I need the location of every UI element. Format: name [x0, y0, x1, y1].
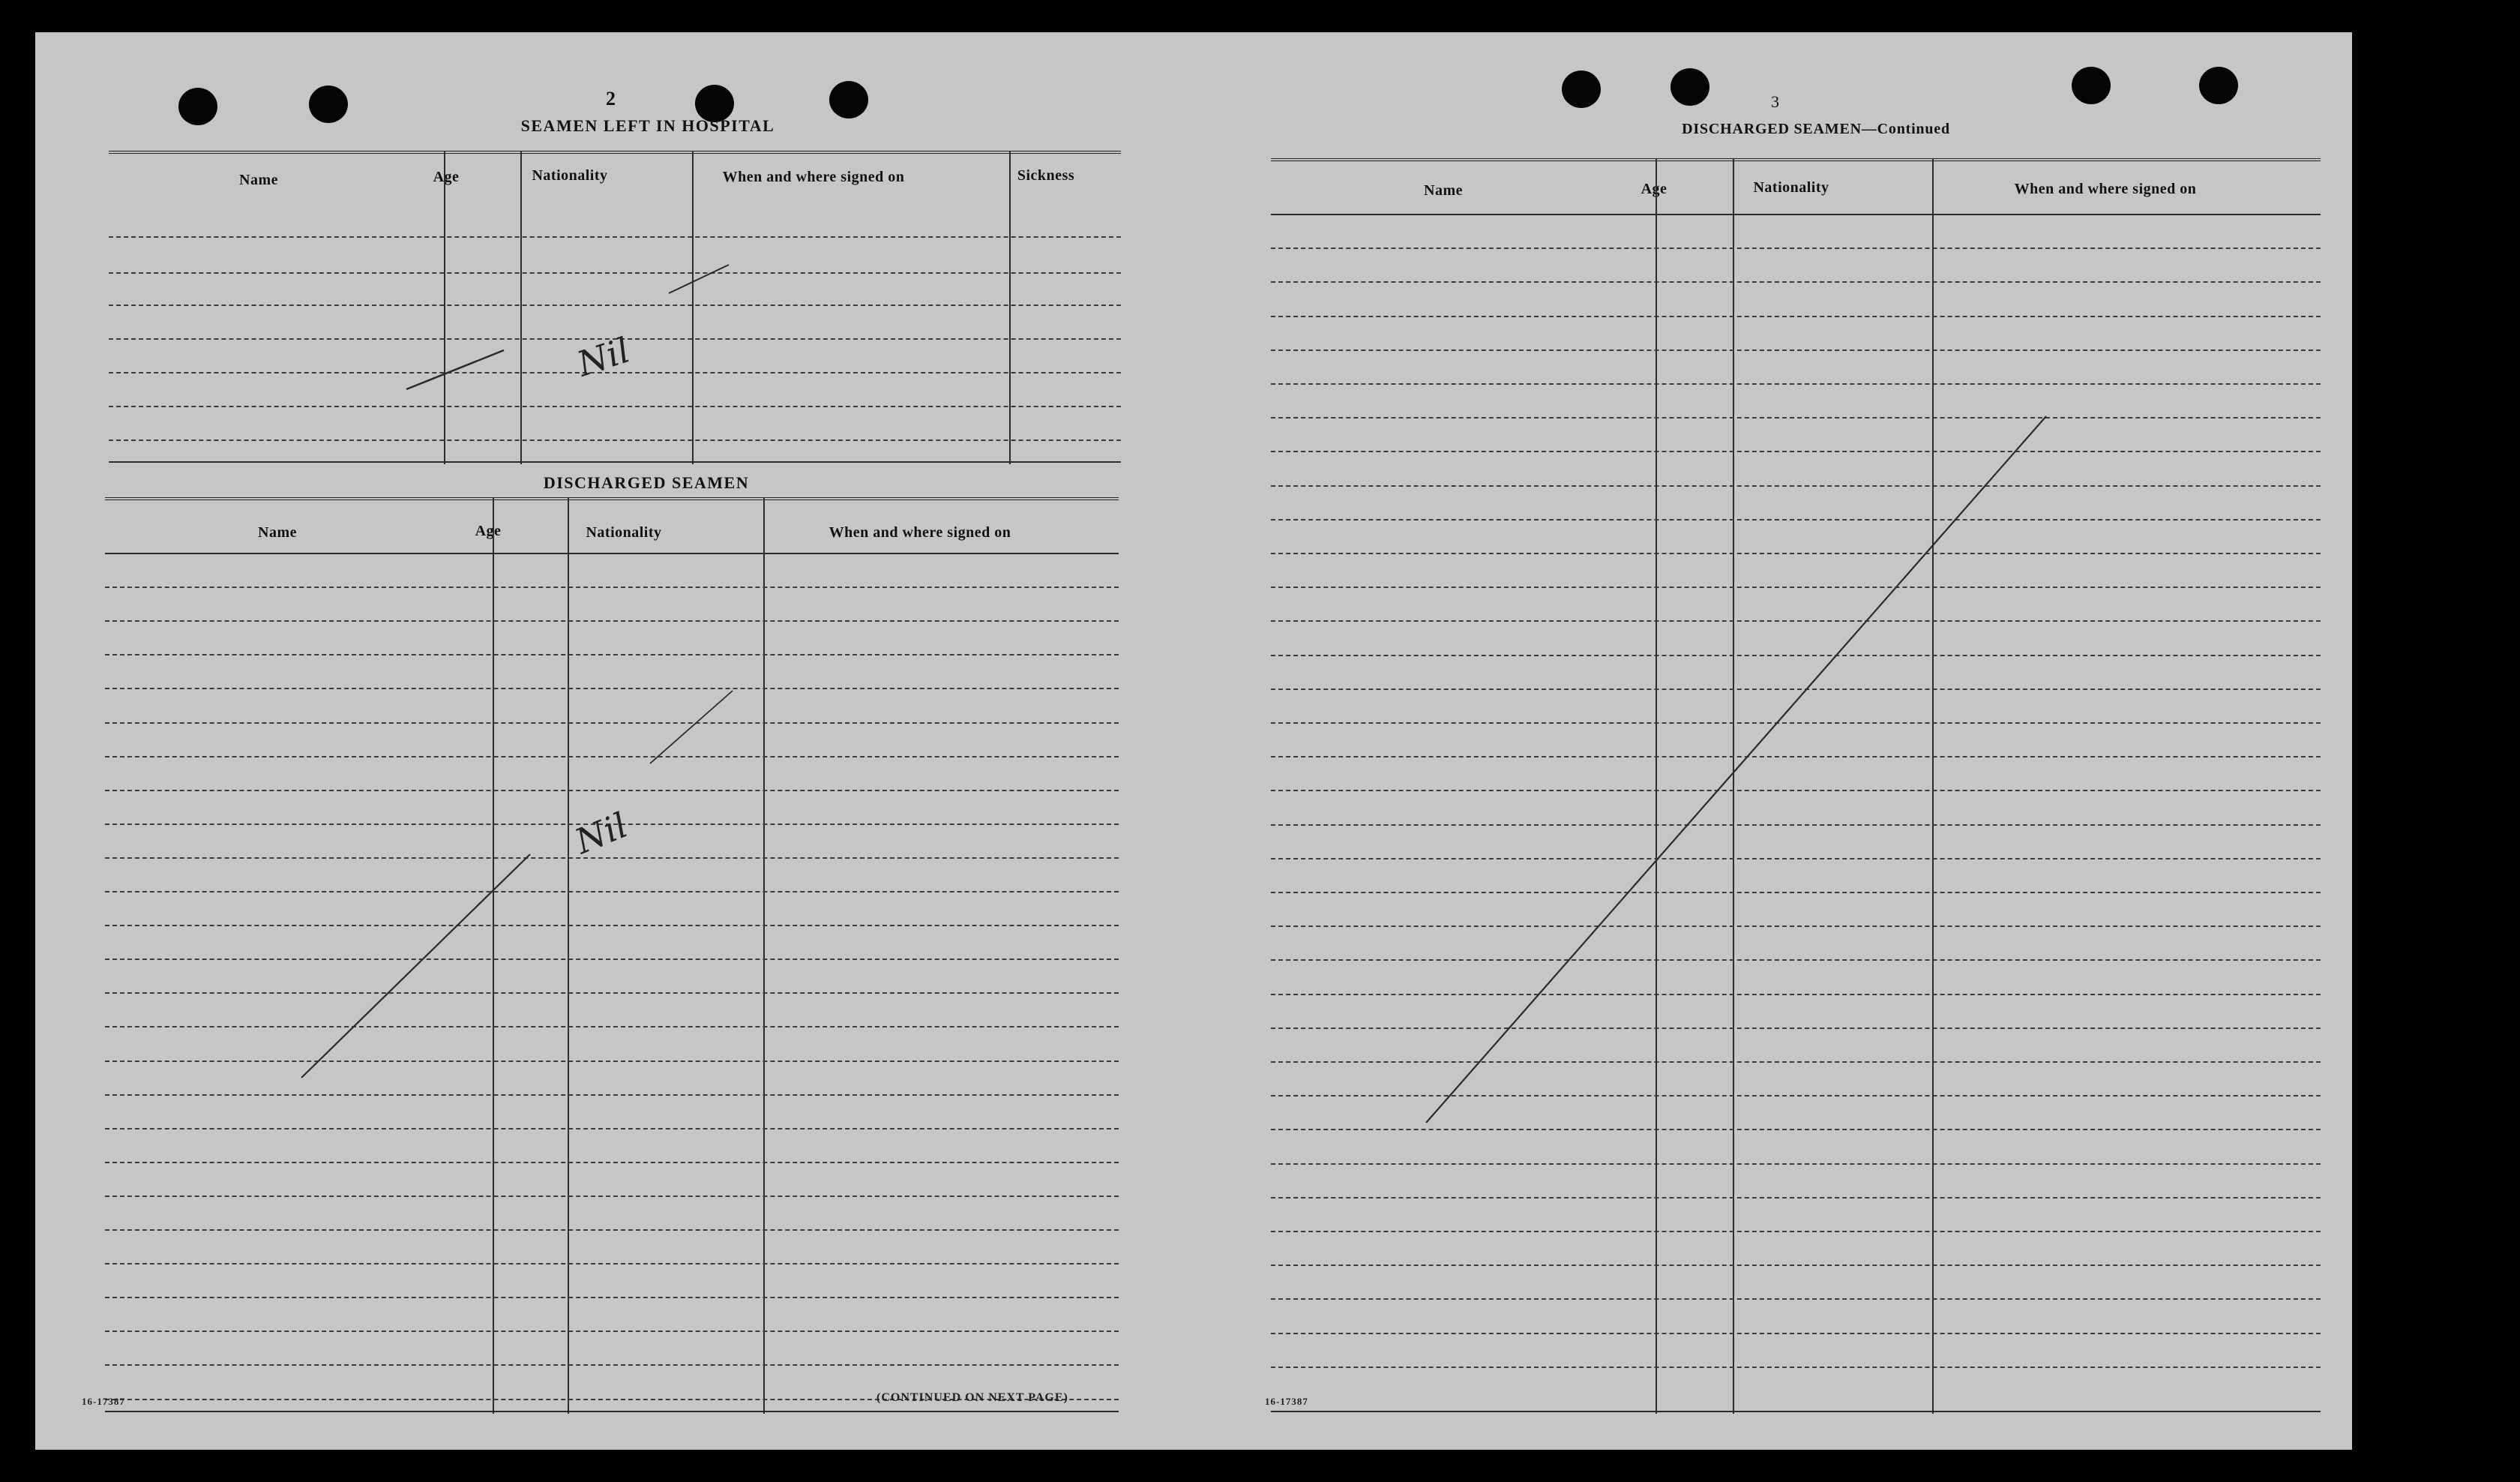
column-header-age: Age: [475, 523, 502, 539]
page-number: 3: [1771, 92, 1779, 111]
section-title-discharged: DISCHARGED SEAMEN: [543, 473, 750, 492]
column-header-signed-on: When and where signed on: [829, 524, 1011, 541]
column-header-name: Name: [1424, 182, 1463, 199]
column-header-nationality: Nationality: [532, 167, 608, 184]
ledger-sheet: [35, 32, 2352, 1450]
column-header-age: Age: [1641, 181, 1668, 197]
handwritten-nil: Nil: [569, 804, 634, 862]
column-header-nationality: Nationality: [1753, 179, 1829, 196]
column-header-name: Name: [258, 524, 297, 541]
section-title-discharged-continued: DISCHARGED SEAMEN—Continued: [1682, 121, 1950, 137]
page-number: 2: [606, 88, 616, 110]
column-header-signed-on: When and where signed on: [722, 169, 905, 185]
form-number: 16-17387: [82, 1396, 125, 1407]
handwritten-nil: Nil: [572, 329, 635, 385]
column-header-sickness: Sickness: [1017, 167, 1075, 184]
column-header-signed-on: When and where signed on: [2014, 181, 2197, 197]
column-header-age: Age: [433, 169, 460, 185]
handwritten-strike-lines: [35, 32, 2352, 1450]
section-title-hospital: SEAMEN LEFT IN HOSPITAL: [520, 116, 775, 135]
column-header-name: Name: [239, 172, 278, 188]
continued-note: (CONTINUED ON NEXT PAGE): [876, 1391, 1068, 1404]
form-number: 16-17387: [1265, 1396, 1308, 1407]
column-header-nationality: Nationality: [586, 524, 662, 541]
